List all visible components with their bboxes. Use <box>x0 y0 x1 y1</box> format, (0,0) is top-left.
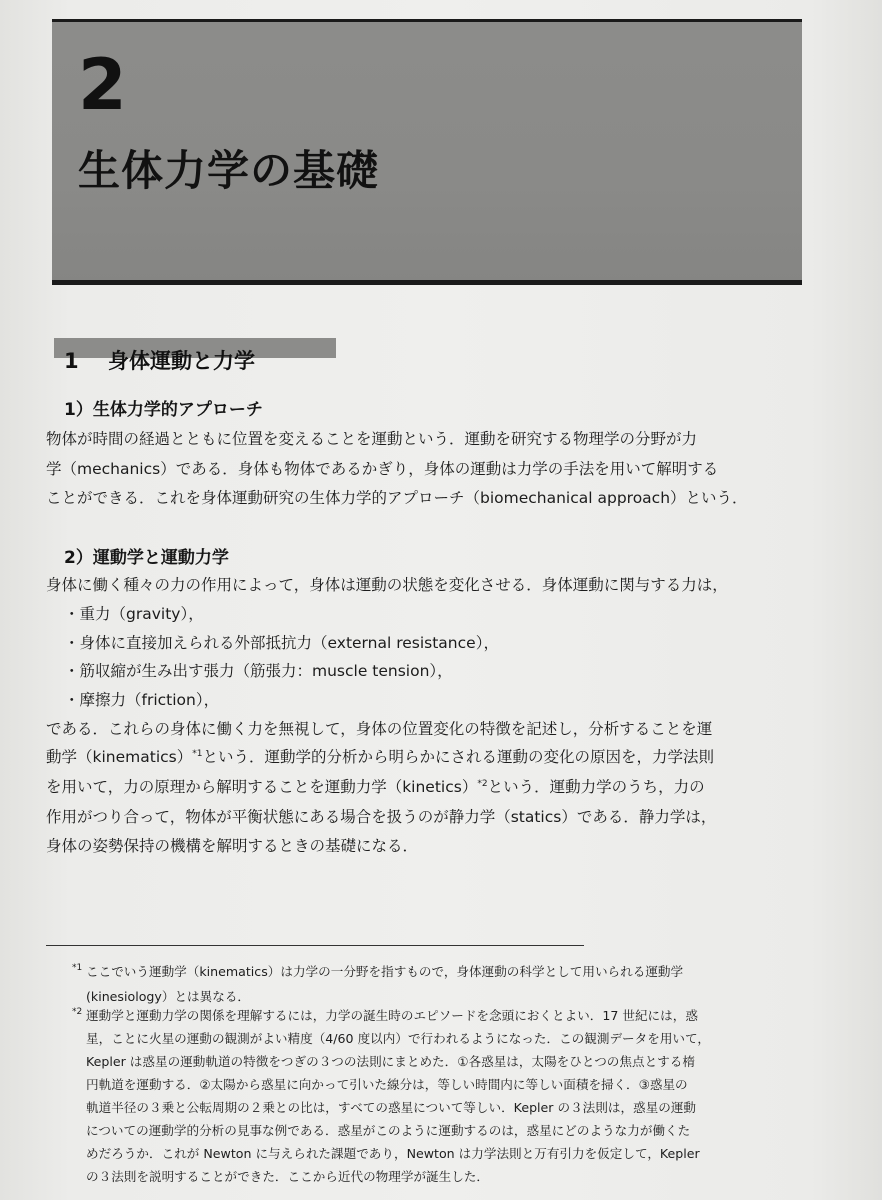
text-run: 動学（kinematics） <box>46 748 193 766</box>
section-heading <box>64 345 255 375</box>
bullet-item: ・重力（gravity）， <box>64 605 204 623</box>
footnote-line: 星，ことに火星の運動の観測がよい精度（4/60 度以内）で行われるようになった．この観測データを用いて， <box>86 1031 710 1046</box>
subsection-heading-2: 2）運動学と運動力学 <box>64 548 229 568</box>
bullet-item: ・身体に直接加えられる外部抵抗力（external resistance）， <box>64 634 499 652</box>
footnote-line: めだろうか．これが Newton に与えられた課題であり，Newton は力学法則と万有引力を仮定して，Kepler <box>86 1146 700 1161</box>
footnote-line: の３法則を説明することができた．ここから近代の物理学が誕生した． <box>86 1169 489 1184</box>
paragraph-line <box>46 780 798 796</box>
chapter-number: 2 <box>78 44 127 126</box>
paragraph-line: ことができる．これを身体運動研究の生体力学的アプローチ（biomechanical approach）という． <box>46 489 748 507</box>
paragraph-line: 学（mechanics）である．身体も物体であるかぎり，身体の運動は力学の手法を用いて解明する <box>46 460 719 478</box>
text-run: という．運動学的分析から明らかにされる運動の変化の原因を，力学法則 <box>202 748 714 766</box>
text-run: という．運動力学のうち，力の <box>487 778 705 796</box>
footnote-line: ここでいう運動学（kinematics）は力学の一分野を指すもので，身体運動の科学として用いられる運動学 <box>86 964 684 979</box>
footnote-line: 円軌道を運動する．②太陽から惑星に向かって引いた線分は，等しい時間内に等しい面積を掃く．③惑星の <box>86 1077 688 1092</box>
bullet-item: ・筋収縮が生み出す張力（筋張力：muscle tension）， <box>64 662 453 680</box>
section-number: 1 <box>64 349 79 373</box>
footnote-reference: *2 <box>477 779 488 789</box>
chapter-title: 生体力学の基礎 <box>78 146 380 195</box>
footnote-divider <box>46 945 584 946</box>
footnote-mark: *2 <box>72 1007 83 1017</box>
paragraph-line: 身体に働く種々の力の作用によって，身体は運動の状態を変化させる．身体運動に関与する力は， <box>46 576 728 594</box>
footnote-line: 軌道半径の３乗と公転周期の２乗との比は，すべての惑星について等しい．Kepler の３法則は，惑星の運動 <box>86 1100 697 1115</box>
paragraph-line: 物体が時間の経過とともに位置を変えることを運動という．運動を研究する物理学の分野が力 <box>46 430 698 448</box>
section-title: 身体運動と力学 <box>108 349 255 373</box>
paragraph-line: 身体の姿勢保持の機構を解明するときの基礎になる． <box>46 837 419 855</box>
bullet-item: ・摩擦力（friction）， <box>64 691 220 709</box>
paragraph-line <box>46 750 798 766</box>
subsection-heading-1: 1）生体力学的アプローチ <box>64 400 263 420</box>
paragraph-line: 作用がつり合って，物体が平衡状態にある場合を扱うのが静力学（statics）である．静力学は， <box>46 808 717 826</box>
footnote-line: Kepler は惑星の運動軌道の特徴をつぎの３つの法則にまとめた．①各惑星は，太陽をひとつの焦点とする楕 <box>86 1054 695 1069</box>
footnote-mark: *1 <box>72 963 83 973</box>
paragraph-line: である．これらの身体に働く力を無視して，身体の位置変化の特徴を記述し，分析することを運 <box>46 720 713 738</box>
footnote-line: についての運動学的分析の見事な例である．惑星がこのように運動するのは，惑星にどのような力が働くた <box>86 1123 691 1138</box>
text-run: を用いて，力の原理から解明することを運動力学（kinetics） <box>46 778 478 796</box>
chapter-bottom-rule <box>52 280 802 285</box>
footnote-line: (kinesiology）とは異なる． <box>86 989 251 1004</box>
footnote-line: 運動学と運動力学の関係を理解するには，力学の誕生時のエピソードを念頭におくとよい．17 世紀には，惑 <box>86 1008 698 1023</box>
footnote-reference: *1 <box>192 749 203 759</box>
